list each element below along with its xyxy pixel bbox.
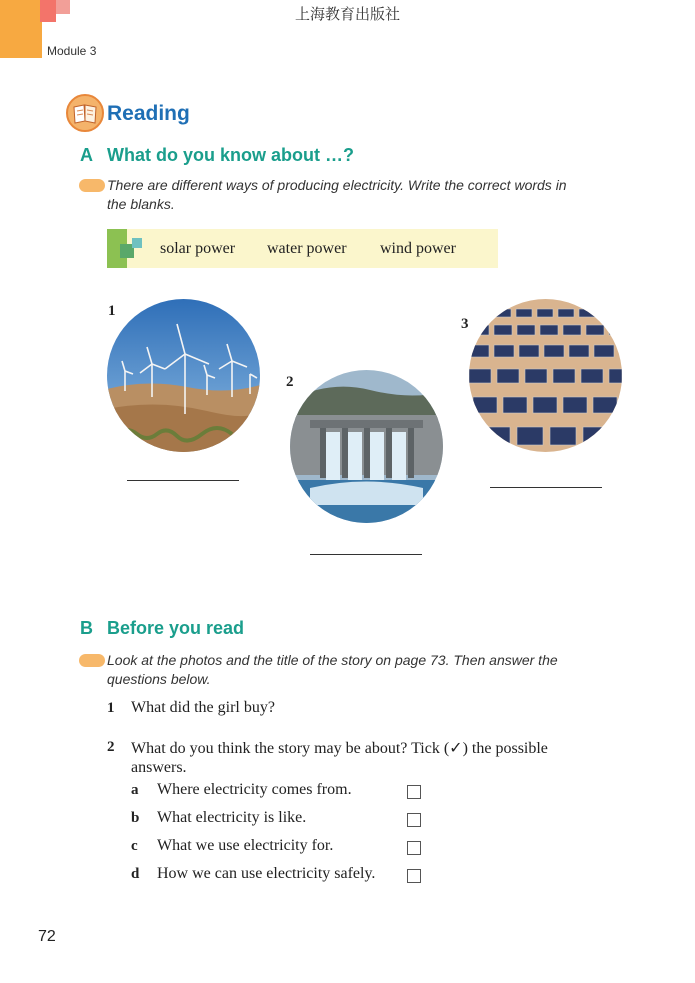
picture-number: 1 <box>108 303 116 319</box>
module-label: Module 3 <box>47 44 97 58</box>
option-letter: c <box>131 838 138 854</box>
answer-blank-3[interactable] <box>490 487 602 488</box>
section-a-letter: A <box>80 145 93 165</box>
section-a-instruction-line1: There are different ways of producing electricity. Write the correct words in <box>107 177 567 193</box>
option-text: What we use electricity for. <box>157 837 334 854</box>
word-option: water power <box>267 240 347 257</box>
section-b-letter: B <box>80 618 93 638</box>
section-a-title: What do you know about …? <box>107 145 354 165</box>
reading-title: Reading <box>107 102 190 125</box>
option-letter: d <box>131 866 140 882</box>
answer-blank-2[interactable] <box>310 554 422 555</box>
tick-checkbox[interactable] <box>407 841 421 855</box>
solar-panel-photo <box>469 299 622 452</box>
wind-turbine-photo <box>107 299 260 452</box>
instruction-marker <box>79 179 105 192</box>
question-number: 1 <box>107 700 115 716</box>
option-letter: b <box>131 810 140 826</box>
question-text-line1: What do you think the story may be about? Tick (✓) the possible <box>131 740 548 757</box>
page-number: 72 <box>38 928 56 945</box>
section-b-instruction-line2: questions below. <box>107 671 211 687</box>
section-b-instruction-line1: Look at the photos and the title of the story on page 73. Then answer the <box>107 652 558 668</box>
picture-number: 2 <box>286 374 294 390</box>
option-text: How we can use electricity safely. <box>157 865 376 882</box>
dam-photo <box>290 370 443 523</box>
option-letter: a <box>131 782 139 798</box>
word-option: wind power <box>380 240 456 257</box>
instruction-marker <box>79 654 105 667</box>
option-text: Where electricity comes from. <box>157 781 352 798</box>
publisher-header: 上海教育出版社 <box>294 5 400 23</box>
question-text-line2: answers. <box>131 759 187 776</box>
tick-checkbox[interactable] <box>407 785 421 799</box>
tick-checkbox[interactable] <box>407 813 421 827</box>
question-number: 2 <box>107 739 115 755</box>
section-a-instruction-line2: the blanks. <box>107 196 175 212</box>
option-text: What electricity is like. <box>157 809 307 826</box>
tick-checkbox[interactable] <box>407 869 421 883</box>
word-box-decoration <box>132 238 142 248</box>
answer-blank-1[interactable] <box>127 480 239 481</box>
section-b-title: Before you read <box>107 618 245 638</box>
word-option: solar power <box>160 240 236 257</box>
book-icon <box>66 94 104 132</box>
question-text: What did the girl buy? <box>131 699 275 716</box>
picture-number: 3 <box>461 316 469 332</box>
